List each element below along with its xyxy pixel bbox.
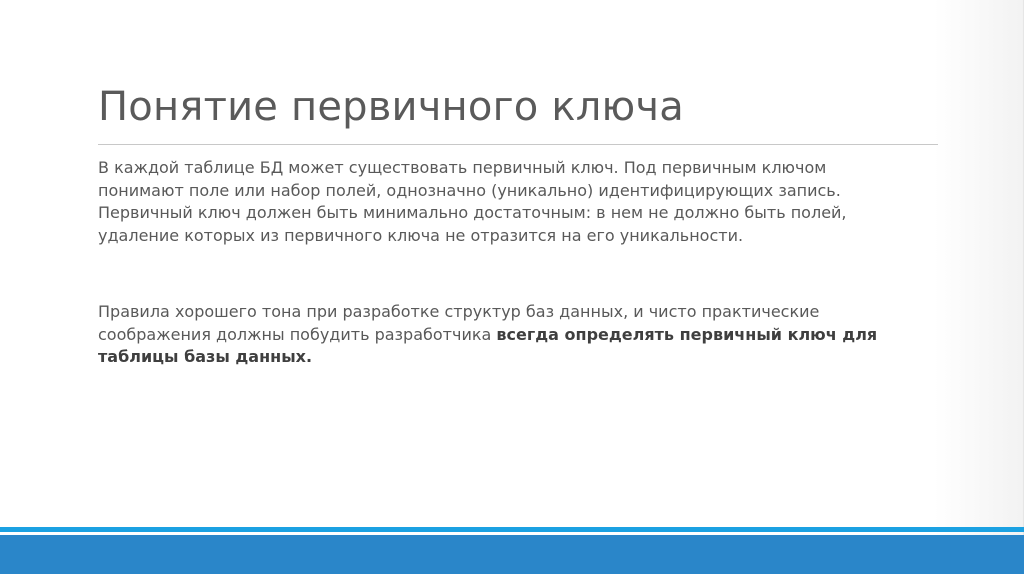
emphasis-text: таблицы базы данных. xyxy=(98,347,313,366)
slide-title: Понятие первичного ключа xyxy=(98,84,684,130)
paragraph-line: понимают поле или набор полей, однозначно (уникально) идентифицирующих запись. xyxy=(98,180,841,200)
footer-bar xyxy=(0,535,1024,574)
paragraph-definition xyxy=(98,157,918,247)
right-edge-shadow xyxy=(934,0,1024,574)
title-divider xyxy=(98,144,938,145)
paragraph-line: Правила хорошего тона при разработке структур баз данных, и чисто практические xyxy=(98,302,820,321)
paragraph-line xyxy=(98,324,918,347)
paragraph-line: В каждой таблице БД может существовать первичный ключ. Под первичным ключом xyxy=(98,158,827,177)
paragraph-line: удаление которых из первичного ключа не отразится на его уникальности. xyxy=(98,225,744,245)
paragraph-rule xyxy=(98,301,918,369)
footer-accent-line xyxy=(0,527,1024,532)
paragraph-text: соображения должны побудить разработчика xyxy=(98,324,497,344)
paragraph-line: Первичный ключ должен быть минимально достаточным: в нем не должно быть полей, xyxy=(98,203,847,222)
emphasis-text: всегда определять первичный ключ для xyxy=(496,324,878,344)
